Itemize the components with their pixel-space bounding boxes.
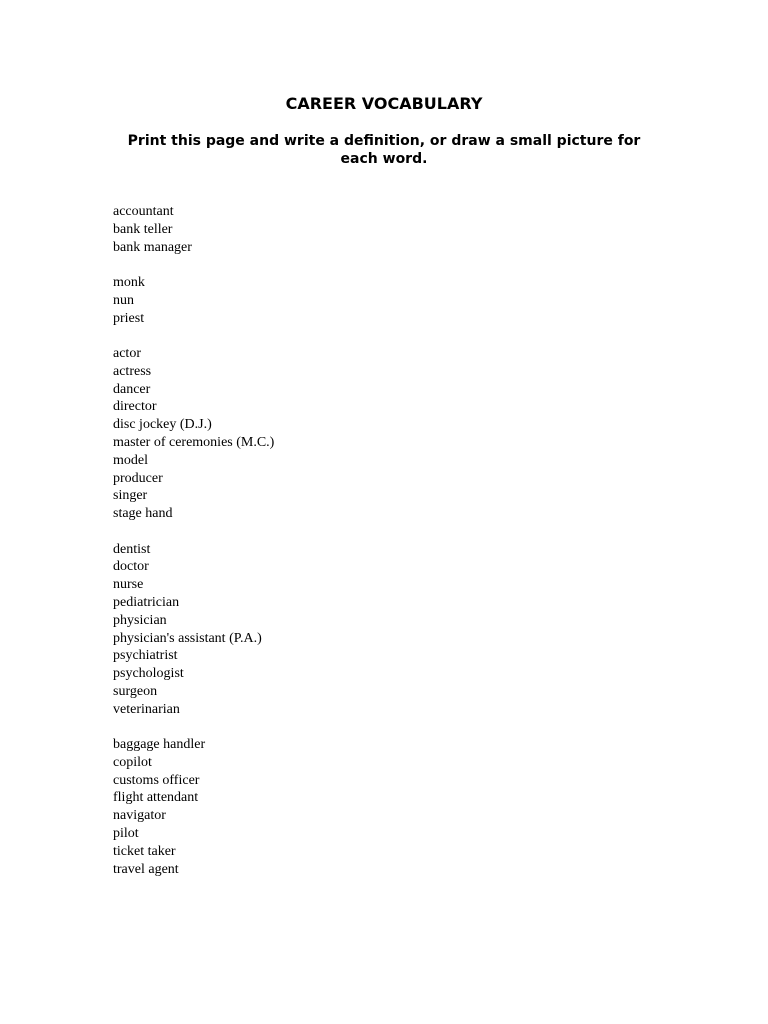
word-item: dancer [113, 381, 151, 397]
word-item: producer [113, 470, 163, 486]
word-item: pediatrician [113, 594, 180, 610]
word-item: master of ceremonies (M.C.) [113, 434, 275, 450]
word-item: flight attendant [113, 790, 199, 806]
word-item: copilot [113, 754, 152, 770]
word-item: director [113, 399, 157, 415]
word-item: surgeon [113, 683, 158, 699]
word-item: stage hand [113, 506, 173, 522]
word-item: baggage handler [113, 737, 206, 753]
word-item: disc jockey (D.J.) [113, 417, 212, 433]
word-item: pilot [113, 826, 139, 842]
word-item: model [113, 452, 148, 468]
word-item: actor [113, 345, 141, 361]
vocabulary-list [113, 203, 613, 896]
word-item: doctor [113, 559, 149, 575]
word-item: navigator [113, 808, 166, 824]
word-item: physician [113, 612, 167, 628]
word-item: nurse [113, 577, 144, 593]
word-group-entertainment [113, 345, 613, 523]
word-item: nun [113, 292, 134, 308]
word-item: bank teller [113, 221, 173, 237]
word-item: monk [113, 274, 145, 290]
word-item: psychologist [113, 666, 184, 682]
word-item: physician's assistant (P.A.) [113, 630, 262, 646]
word-item: dentist [113, 541, 151, 557]
word-item: ticket taker [113, 843, 176, 859]
page-title: CAREER VOCABULARY [285, 94, 483, 113]
word-item: customs officer [113, 772, 200, 788]
word-item: veterinarian [113, 701, 180, 717]
word-item: singer [113, 488, 148, 504]
word-item: accountant [113, 204, 174, 219]
word-item: travel agent [113, 861, 179, 877]
word-group-religion [113, 274, 613, 327]
word-group-finance [113, 203, 613, 256]
instructions-text: Print this page and write a definition, or draw a small picture for each word. [127, 133, 641, 167]
word-item: bank manager [113, 239, 192, 255]
word-item: psychiatrist [113, 648, 178, 664]
word-group-medicine [113, 541, 613, 719]
word-group-aviation [113, 736, 613, 878]
word-item: priest [113, 310, 145, 326]
word-item: actress [113, 363, 152, 379]
